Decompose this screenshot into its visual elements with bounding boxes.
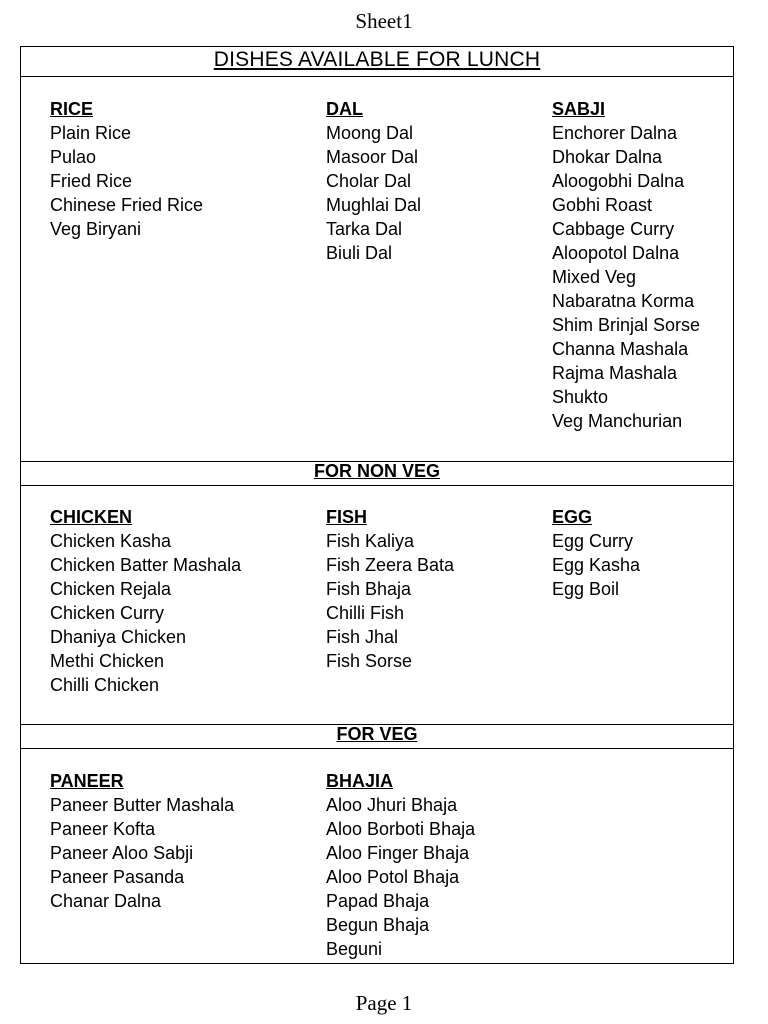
- list-item: Shim Brinjal Sorse: [552, 315, 701, 335]
- list-item: Papad Bhaja: [326, 891, 430, 911]
- list-item: Veg Biryani: [50, 219, 142, 239]
- list-item: Aloogobhi Dalna: [552, 171, 685, 191]
- list-item: Moong Dal: [326, 123, 414, 143]
- bhajia-column: [326, 769, 475, 961]
- list-item: Gobhi Roast: [552, 195, 653, 215]
- rice-heading: RICE: [50, 99, 94, 119]
- list-item: Fish Bhaja: [326, 579, 412, 599]
- list-item: Chilli Chicken: [50, 675, 160, 695]
- list-item: Pulao: [50, 147, 97, 167]
- list-item: Nabaratna Korma: [552, 291, 695, 311]
- list-item: Chicken Kasha: [50, 531, 172, 551]
- list-item: Paneer Pasanda: [50, 867, 185, 887]
- list-item: Beguni: [326, 939, 383, 959]
- egg-column: [552, 505, 640, 601]
- list-item: Plain Rice: [50, 123, 132, 143]
- chicken-heading: CHICKEN: [50, 507, 133, 527]
- list-item: Paneer Butter Mashala: [50, 795, 235, 815]
- list-item: Cabbage Curry: [552, 219, 675, 239]
- list-item: Egg Boil: [552, 579, 620, 599]
- rice-column: [50, 97, 203, 241]
- non-veg-section-title: FOR NON VEG: [313, 461, 440, 481]
- list-item: Fish Sorse: [326, 651, 413, 671]
- dal-column: [326, 97, 421, 265]
- list-item: Egg Curry: [552, 531, 634, 551]
- list-item: Mixed Veg: [552, 267, 637, 287]
- list-item: Dhokar Dalna: [552, 147, 663, 167]
- list-item: Aloo Borboti Bhaja: [326, 819, 476, 839]
- list-item: Chilli Fish: [326, 603, 405, 623]
- list-item: Chinese Fried Rice: [50, 195, 204, 215]
- list-item: Enchorer Dalna: [552, 123, 678, 143]
- list-item: Channa Mashala: [552, 339, 689, 359]
- list-item: Rajma Mashala: [552, 363, 678, 383]
- list-item: Egg Kasha: [552, 555, 641, 575]
- egg-heading: EGG: [552, 507, 593, 527]
- list-item: Paneer Aloo Sabji: [50, 843, 194, 863]
- list-item: Masoor Dal: [326, 147, 419, 167]
- menu-title: DISHES AVAILABLE FOR LUNCH: [213, 48, 541, 71]
- fish-heading: FISH: [326, 507, 368, 527]
- list-item: Paneer Kofta: [50, 819, 156, 839]
- list-item: Begun Bhaja: [326, 915, 430, 935]
- bhajia-heading: BHAJIA: [326, 771, 394, 791]
- paneer-heading: PANEER: [50, 771, 124, 791]
- list-item: Chanar Dalna: [50, 891, 162, 911]
- list-item: Fish Jhal: [326, 627, 399, 647]
- list-item: Fried Rice: [50, 171, 133, 191]
- list-item: Biuli Dal: [326, 243, 393, 263]
- list-item: Fish Kaliya: [326, 531, 415, 551]
- list-item: Fish Zeera Bata: [326, 555, 455, 575]
- sheet-name-header: Sheet1: [355, 9, 413, 33]
- fish-column: [326, 505, 454, 673]
- page-number-footer: Page 1: [355, 991, 413, 1015]
- paneer-column: [50, 769, 234, 913]
- list-item: Shukto: [552, 387, 609, 407]
- veg-bottom-divider: [20, 748, 734, 749]
- list-item: Mughlai Dal: [326, 195, 422, 215]
- list-item: Tarka Dal: [326, 219, 403, 239]
- list-item: Methi Chicken: [50, 651, 165, 671]
- title-divider: [20, 76, 734, 77]
- list-item: Aloo Finger Bhaja: [326, 843, 470, 863]
- sabji-heading: SABJI: [552, 99, 606, 119]
- list-item: Chicken Batter Mashala: [50, 555, 242, 575]
- list-item: Aloopotol Dalna: [552, 243, 680, 263]
- list-item: Aloo Potol Bhaja: [326, 867, 460, 887]
- list-item: Cholar Dal: [326, 171, 412, 191]
- list-item: Aloo Jhuri Bhaja: [326, 795, 458, 815]
- dal-heading: DAL: [326, 99, 363, 119]
- veg-section-title: FOR VEG: [336, 724, 418, 744]
- list-item: Chicken Rejala: [50, 579, 172, 599]
- non-veg-bottom-divider: [20, 485, 734, 486]
- chicken-column: [50, 505, 241, 697]
- list-item: Dhaniya Chicken: [50, 627, 187, 647]
- sabji-column: [552, 97, 700, 433]
- list-item: Chicken Curry: [50, 603, 165, 623]
- list-item: Veg Manchurian: [552, 411, 683, 431]
